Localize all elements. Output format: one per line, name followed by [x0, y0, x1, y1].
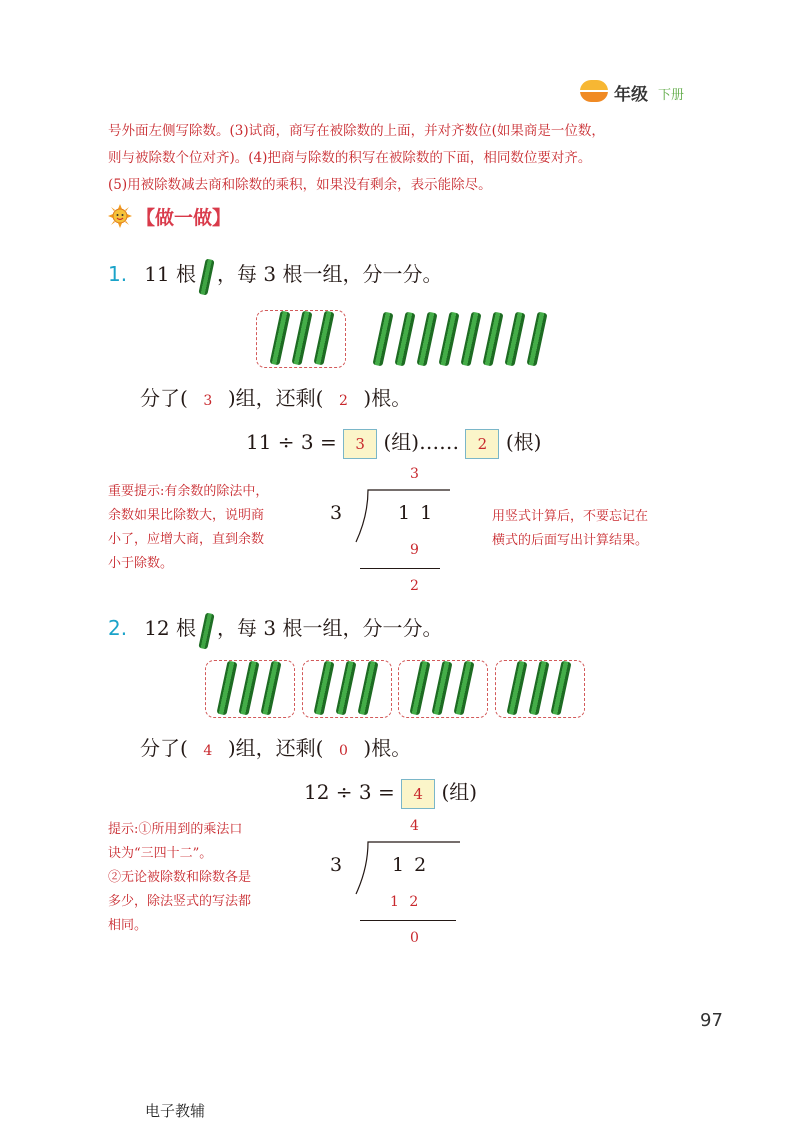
- stick: [372, 312, 393, 367]
- fill-text: )组，还剩(: [227, 736, 324, 760]
- equation: [246, 426, 541, 459]
- fill-text: )组，还剩(: [227, 386, 324, 410]
- tip-line: 相同。: [108, 918, 148, 933]
- fill-text: 分了(: [140, 736, 188, 760]
- equation-left: 11 ÷ 3 =: [246, 430, 337, 454]
- tip-line: ②无论被除数和除数各是: [108, 870, 252, 885]
- stick-group-box: [205, 660, 295, 718]
- stick: [335, 661, 356, 716]
- stick: [482, 312, 503, 367]
- stick: [394, 312, 415, 367]
- fill-sentence: [140, 382, 411, 411]
- stick: [313, 311, 334, 366]
- stick: [269, 311, 290, 366]
- remainder: 2: [410, 578, 419, 594]
- answer-remainder[interactable]: 0: [338, 743, 348, 759]
- tip-right: [492, 505, 712, 553]
- fill-text: 分了(: [140, 386, 188, 410]
- stick: [216, 661, 237, 716]
- answer-box-remainder[interactable]: 2: [465, 429, 499, 459]
- intro-notes: [108, 118, 708, 199]
- answer-groups[interactable]: 3: [203, 393, 213, 409]
- footer-label: 电子教辅: [145, 1102, 206, 1120]
- intro-line: 则与被除数个位对齐)。(4)把商与除数的积写在被除数的下面，相同数位要对齐。: [108, 150, 592, 166]
- equation-left: 12 ÷ 3 =: [304, 780, 395, 804]
- stick: [506, 661, 527, 716]
- tip-line: 多少，除法竖式的写法都: [108, 894, 252, 909]
- stick: [416, 312, 437, 367]
- stick: [528, 661, 549, 716]
- equation-unit: (组)……: [383, 430, 460, 454]
- tip-left: [108, 818, 308, 938]
- intro-line: (5)用被除数减去商和除数的乘积，如果没有剩余，表示能除尽。: [108, 177, 492, 193]
- tip-line: 余数如果比除数大，说明商: [108, 508, 265, 523]
- stick-group-box: [495, 660, 585, 718]
- tip-line: 小于除数。: [108, 556, 174, 571]
- question-text: ，每 3 根一组，分一分。: [217, 262, 443, 286]
- remaining-sticks: [372, 312, 542, 368]
- divisor: 3: [330, 854, 343, 876]
- product: 9: [410, 542, 419, 558]
- stick: [550, 661, 571, 716]
- grade-label: 年级: [614, 85, 648, 105]
- stick: [291, 311, 312, 366]
- tip-line: 横式的后面写出计算结果。: [492, 533, 649, 548]
- answer-box-quotient[interactable]: 3: [343, 429, 377, 459]
- stick-group-box: [302, 660, 392, 718]
- tip-line: 用竖式计算后，不要忘记在: [492, 509, 649, 524]
- question-count: 11 根: [144, 262, 196, 286]
- fill-sentence: [140, 732, 411, 761]
- tip-line: 诀为“三四十二”。: [108, 846, 213, 861]
- stick: [504, 312, 525, 367]
- equation-unit: (组): [441, 780, 478, 804]
- question-1: [108, 258, 442, 295]
- question-text: ，每 3 根一组，分一分。: [217, 616, 443, 640]
- stick: [460, 312, 481, 367]
- stick-group-box: [398, 660, 488, 718]
- stick-group-box: [256, 310, 346, 368]
- long-division: [320, 462, 460, 602]
- stick: [438, 312, 459, 367]
- answer-remainder[interactable]: 2: [338, 393, 348, 409]
- tip-line: 提示:①所用到的乘法口: [108, 822, 243, 837]
- tip-line: 重要提示:有余数的除法中，: [108, 484, 269, 499]
- grade-badge-icon: [580, 80, 608, 102]
- fill-text: )根。: [363, 386, 412, 410]
- stick: [453, 661, 474, 716]
- question-number: 1.: [108, 262, 128, 286]
- stick: [526, 312, 547, 367]
- equation-unit: (根): [505, 430, 542, 454]
- stick-icon: [198, 258, 214, 295]
- stick: [313, 661, 334, 716]
- long-division: [320, 814, 460, 954]
- fill-text: )根。: [363, 736, 412, 760]
- answer-groups[interactable]: 4: [203, 743, 213, 759]
- dividend: 1 1: [398, 502, 435, 524]
- stick-icon: [198, 612, 214, 649]
- divisor: 3: [330, 502, 343, 524]
- product: 1 2: [390, 894, 422, 910]
- quotient: 3: [410, 466, 419, 482]
- answer-box-quotient[interactable]: 4: [401, 779, 435, 809]
- stick: [238, 661, 259, 716]
- remainder: 0: [410, 930, 419, 946]
- division-line: [360, 920, 456, 921]
- intro-line: 号外面左侧写除数。(3)试商，商写在被除数的上面，并对齐数位(如果商是一位数，: [108, 123, 605, 139]
- question-2: [108, 612, 442, 649]
- tip-line: 小了，应增大商，直到余数: [108, 532, 265, 547]
- sun-icon: [108, 204, 132, 228]
- equation: [304, 776, 477, 809]
- quotient: 4: [410, 818, 419, 834]
- stick: [409, 661, 430, 716]
- tip-left: [108, 480, 318, 576]
- volume-label: 下册: [658, 88, 685, 103]
- page-number: 97: [700, 1010, 723, 1031]
- stick: [431, 661, 452, 716]
- stick: [260, 661, 281, 716]
- section-title: 【做一做】: [136, 207, 232, 229]
- dividend: 1 2: [392, 854, 429, 876]
- division-line: [360, 568, 440, 569]
- question-number: 2.: [108, 616, 128, 640]
- question-count: 12 根: [144, 616, 196, 640]
- stick: [357, 661, 378, 716]
